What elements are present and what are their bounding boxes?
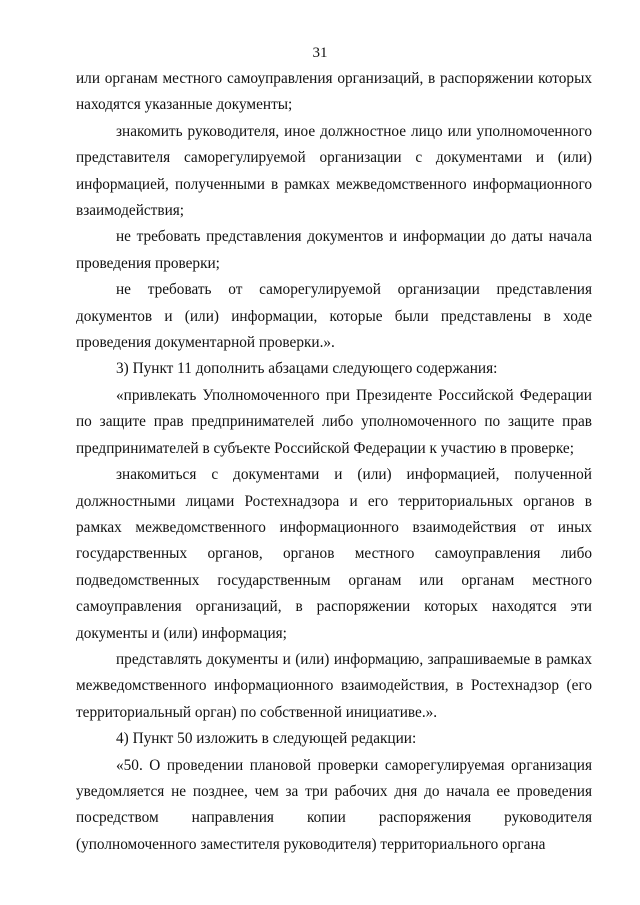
paragraph: «50. О проведении плановой проверки саморегулируемая организация уведомляется не позднее, чем за три рабочих дня до начала ее проведения посредством направления копии распоряжения руководителя (уполномоченного заместителя руководителя) территориального органа bbox=[76, 756, 592, 853]
page-number: 31 bbox=[312, 45, 328, 61]
paragraph: не требовать от саморегулируемой организации представления документов и (или) информации, которые были представлены в ходе проведения документарной проверки.». bbox=[76, 281, 592, 352]
paragraph: 4) Пункт 50 изложить в следующей редакции: bbox=[116, 730, 417, 748]
paragraph: знакомить руководителя, иное должностное лицо или уполномоченного представителя саморегулируемой организации с документами и (или) информацией, полученными в рамках межведомственного информационного взаимодействия; bbox=[76, 122, 592, 220]
paragraph: не требовать представления документов и информации до даты начала проведения проверки; bbox=[76, 228, 592, 272]
paragraph: «привлекать Уполномоченного при Президенте Российской Федерации по защите прав предпринимателей либо уполномоченного по защите прав предпринимателей в субъекте Российской Федерации к участию в проверке; bbox=[76, 386, 592, 457]
document-body bbox=[76, 66, 592, 858]
paragraph: представлять документы и (или) информацию, запрашиваемые в рамках межведомственного информационного взаимодействия, в Ростехнадзор (его территориальный орган) по собственной инициативе.». bbox=[76, 650, 592, 721]
paragraph: или органам местного самоуправления организаций, в распоряжении которых находятся указанные документы; bbox=[76, 70, 592, 114]
paragraph: знакомиться с документами и (или) информацией, полученной должностными лицами Ростехнадзора и его территориальных органов в рамках межведомственного информационного взаимодействия от иных государственных органов, органов местного самоуправления либо подведомственных государственным органам или органам местного самоуправления организаций, в распоряжении которых находятся эти документы и (или) информация; bbox=[76, 466, 592, 642]
paragraph: 3) Пункт 11 дополнить абзацами следующего содержания: bbox=[116, 360, 498, 378]
